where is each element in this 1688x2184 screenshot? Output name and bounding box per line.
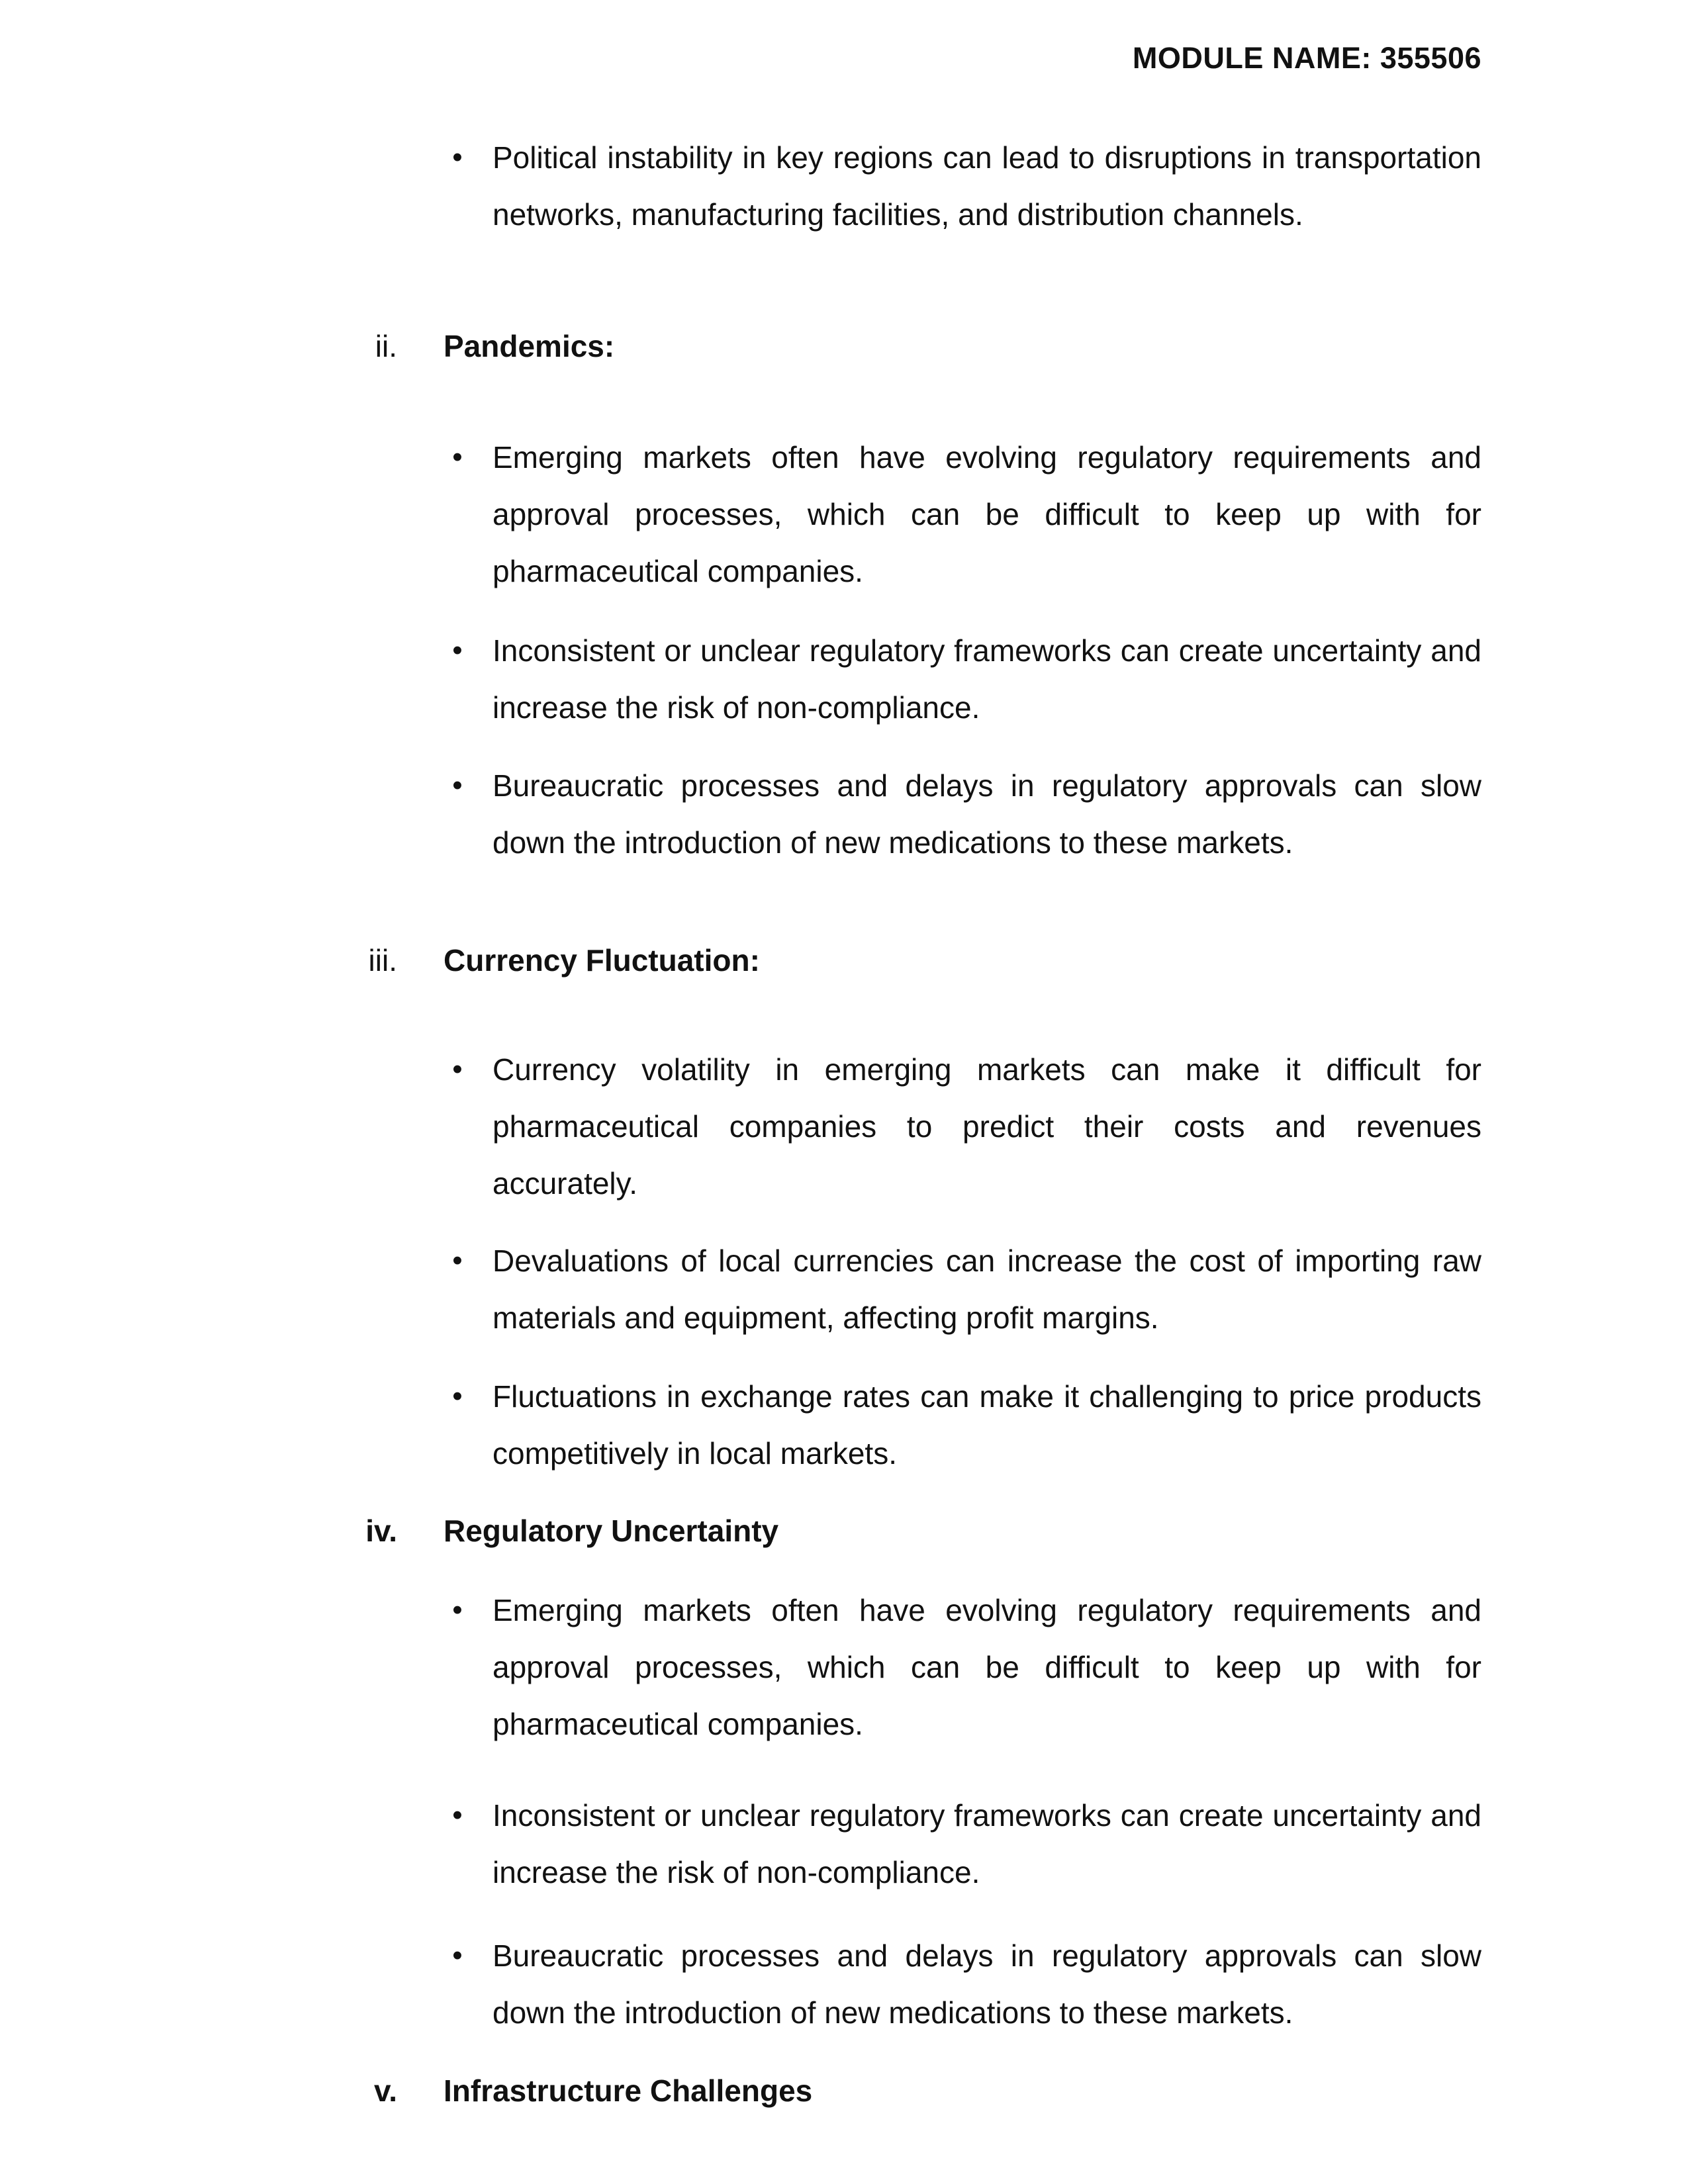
bullet-item [452, 1927, 1481, 2041]
bullet-item [452, 129, 1481, 243]
section-numeral: iii. [368, 943, 397, 978]
bullet-item [452, 429, 1481, 600]
bullet-text: Bureaucratic processes and delays in regulatory approvals can slow down the introduction of new medications to these markets. [492, 1938, 1481, 2030]
bullet-text: Inconsistent or unclear regulatory frameworks can create uncertainty and increase the risk of non-compliance. [492, 1798, 1481, 1889]
section-heading: Pandemics: [444, 329, 615, 363]
bullet-text: Emerging markets often have evolving regulatory requirements and approval processes, which can be difficult to keep up with for pharmaceutical companies. [492, 440, 1481, 588]
bullet-dot-icon: • [452, 1244, 463, 1277]
bullet-text: Bureaucratic processes and delays in regulatory approvals can slow down the introduction of new medications to these markets. [492, 768, 1481, 860]
bullet-text: Fluctuations in exchange rates can make it challenging to price products competitively in local markets. [492, 1379, 1481, 1471]
bullet-dot-icon: • [452, 141, 463, 173]
bullet-item [452, 1368, 1481, 1482]
bullet-text: Political instability in key regions can lead to disruptions in transportation networks, manufacturing facilities, and distribution channels. [492, 140, 1481, 232]
bullet-text: Inconsistent or unclear regulatory frameworks can create uncertainty and increase the risk of non-compliance. [492, 633, 1481, 725]
bullet-item [452, 1041, 1481, 1212]
bullet-dot-icon: • [452, 634, 463, 666]
bullet-item [452, 1232, 1481, 1346]
bullet-text: Currency volatility in emerging markets can make it difficult for pharmaceutical companies to predict their costs and revenues accurately. [492, 1052, 1481, 1201]
bullet-dot-icon: • [452, 1799, 463, 1831]
bullet-dot-icon: • [452, 1594, 463, 1626]
bullet-item [452, 1582, 1481, 1752]
section-numeral: ii. [375, 329, 397, 363]
bullet-dot-icon: • [452, 769, 463, 801]
section-numeral: iv. [365, 1514, 397, 1548]
section-heading: Currency Fluctuation: [444, 943, 760, 978]
bullet-dot-icon: • [452, 1939, 463, 1972]
bullet-item [452, 1787, 1481, 1901]
bullet-dot-icon: • [452, 1053, 463, 1085]
bullet-text: Emerging markets often have evolving regulatory requirements and approval processes, which can be difficult to keep up with for pharmaceutical companies. [492, 1593, 1481, 1741]
section-numeral: v. [374, 2073, 397, 2108]
bullet-item [452, 757, 1481, 871]
bullet-dot-icon: • [452, 441, 463, 473]
module-name-header: MODULE NAME: 355506 [1132, 41, 1481, 75]
bullet-dot-icon: • [452, 1380, 463, 1412]
section-heading: Regulatory Uncertainty [444, 1514, 779, 1548]
bullet-item [452, 622, 1481, 736]
bullet-text: Devaluations of local currencies can increase the cost of importing raw materials and equipment, affecting profit margins. [492, 1244, 1481, 1335]
section-heading: Infrastructure Challenges [444, 2073, 813, 2108]
